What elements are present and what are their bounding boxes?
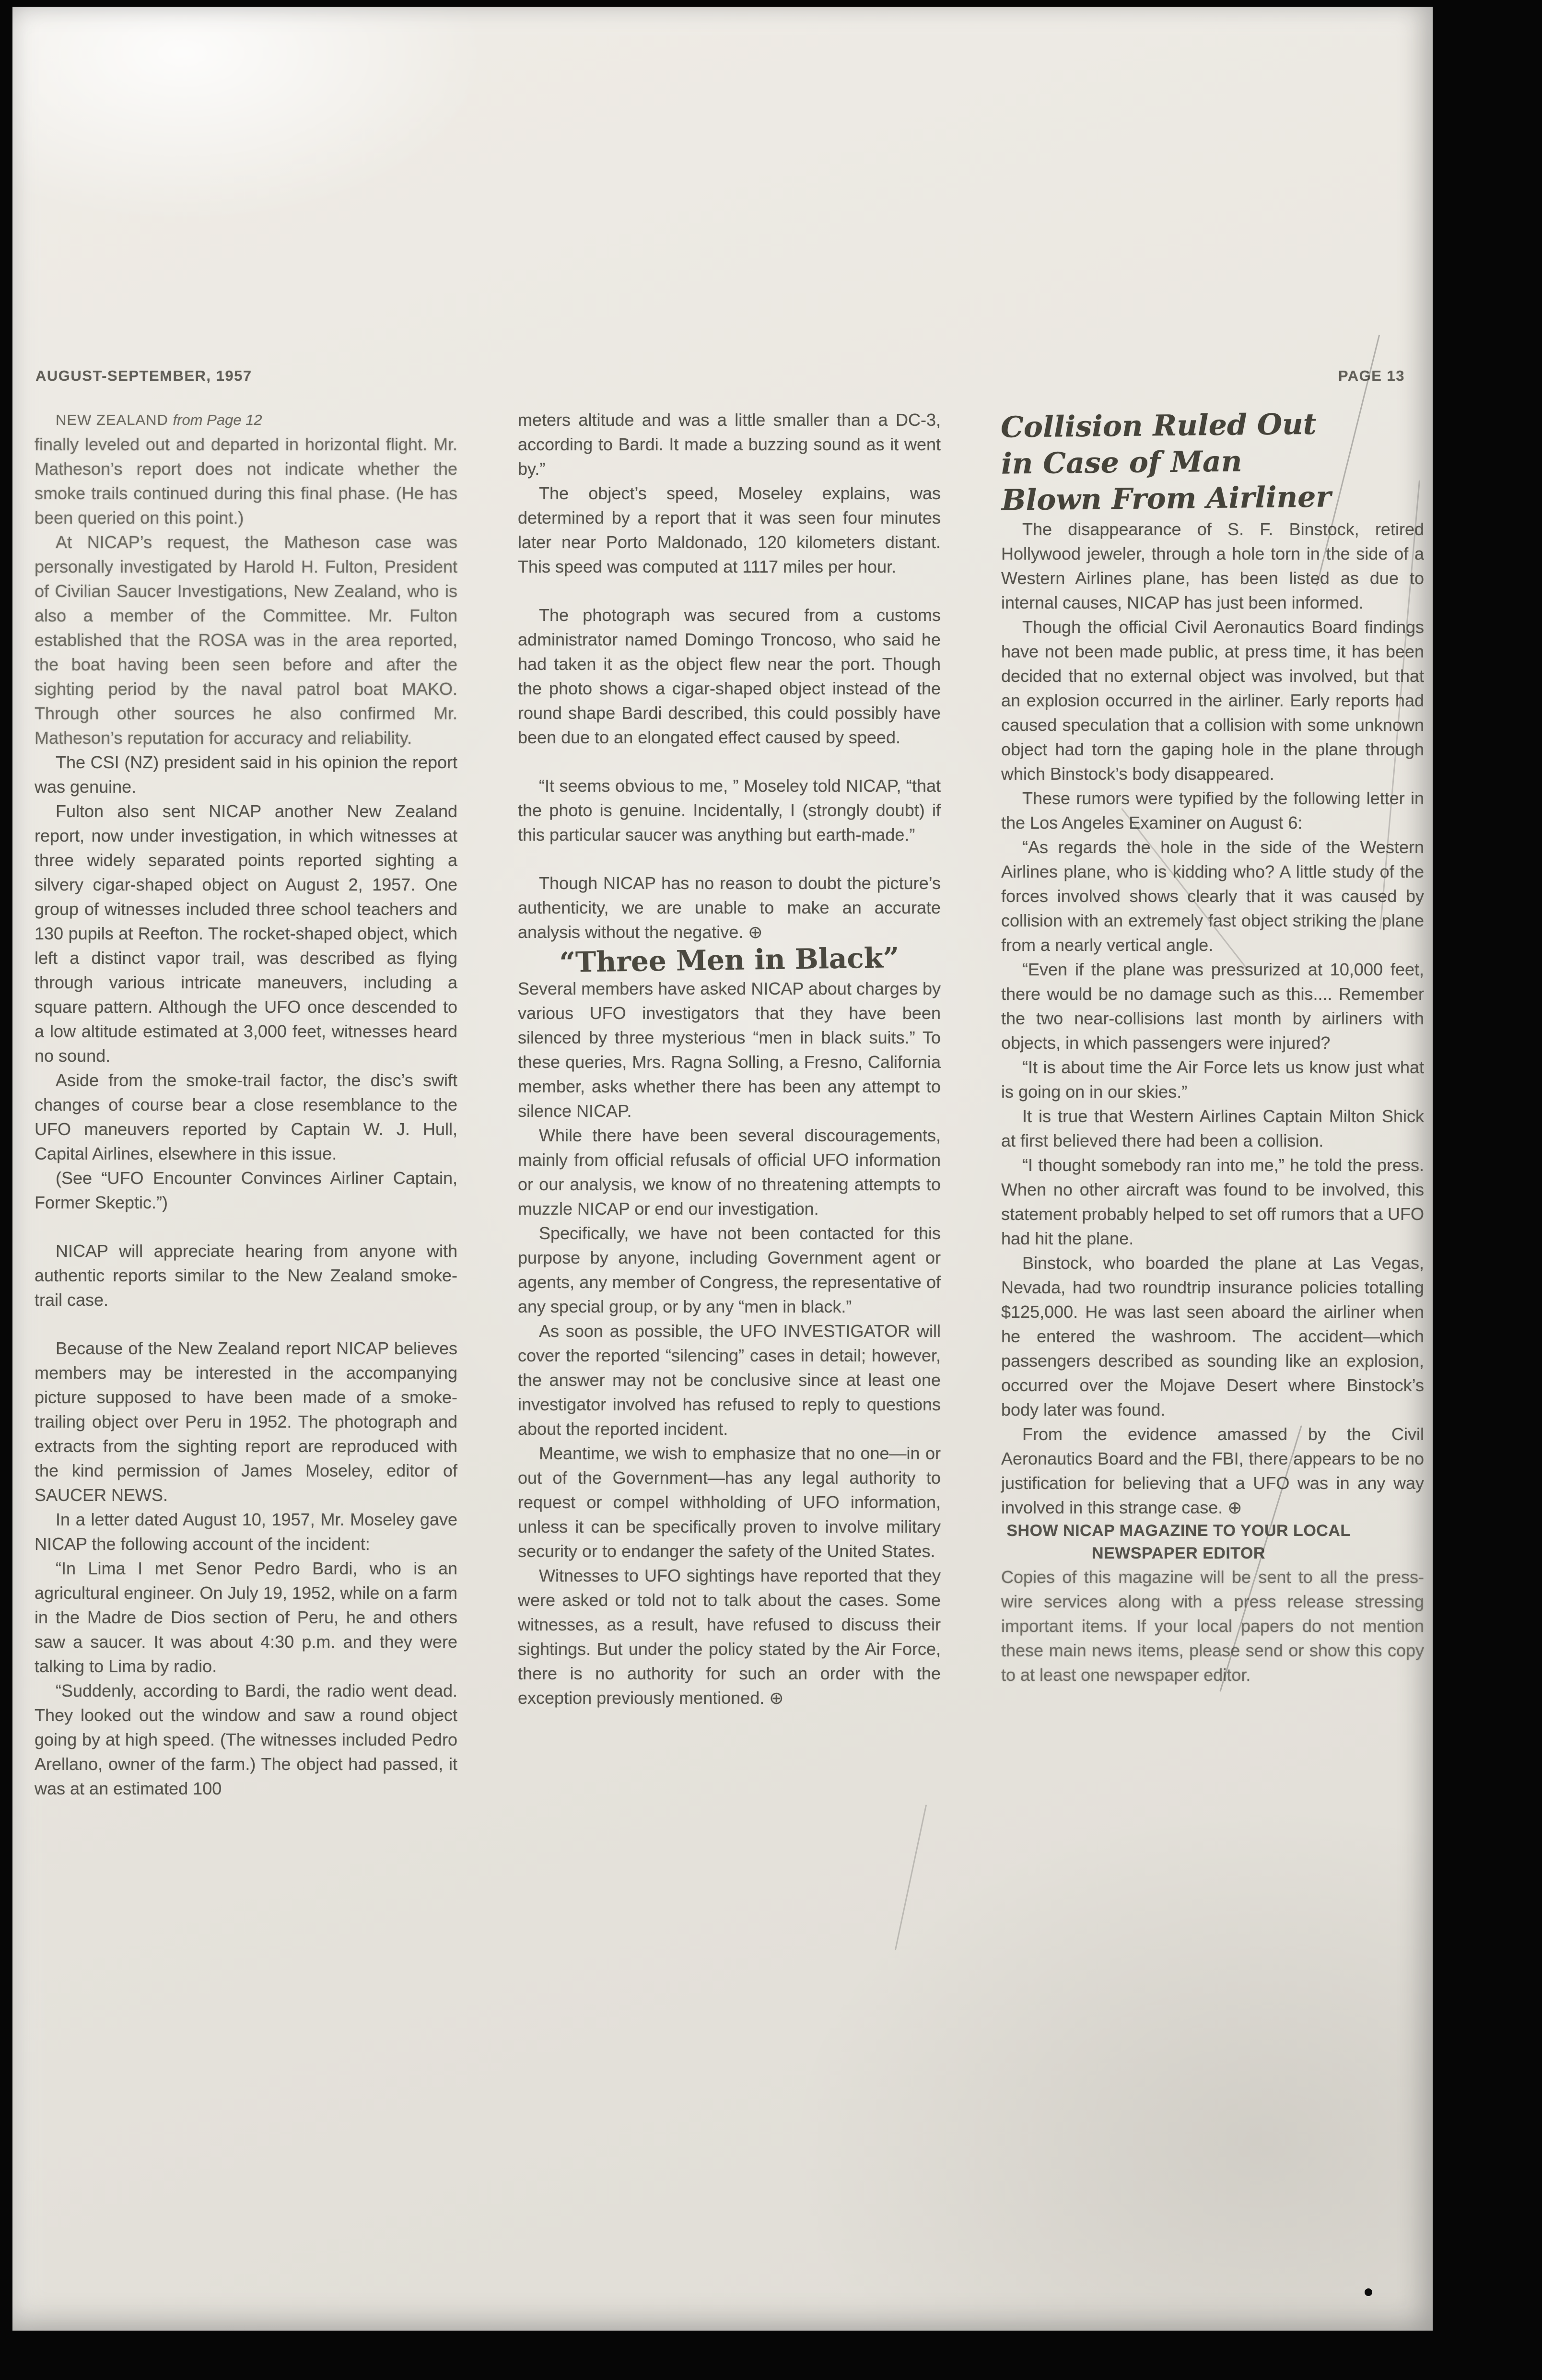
continuation-suffix: from Page 12 — [173, 411, 262, 428]
show-nicap-notice-heading: SHOW NICAP MAGAZINE TO YOUR LOCAL NEWSPAPER EDITOR — [1006, 1522, 1351, 1562]
body-paragraph: The disappearance of S. F. Binstock, retired Hollywood jeweler, through a hole torn in the side of a Western Airlines plane, has been listed as due to internal causes, NICAP has just been informed. — [1001, 519, 1424, 612]
body-paragraph: These rumors were typified by the following letter in the Los Angeles Examiner on August 6: — [1001, 788, 1424, 832]
page-number: PAGE 13 — [1338, 367, 1405, 384]
body-paragraph: The photograph was secured from a customs administrator named Domingo Troncoso, who said he had taken it as the object flew near the port. Though the photo shows a cigar-shaped object instead of the round shape Bardi described, this could possibly have been due to an elongated effect caused by speed. — [518, 605, 941, 747]
body-paragraph: finally leveled out and departed in horizontal flight. Mr. Matheson’s report does not indicate whether the smoke trails continued during this final phase. (He has been queried on this point.) — [35, 434, 457, 528]
body-paragraph: “Even if the plane was pressurized at 10,000 feet, there would be no damage such as this.... Remember the two near-collisions last month by airliners with objects, in which passengers were injured? — [1001, 960, 1424, 1053]
body-paragraph: “Suddenly, according to Bardi, the radio went dead. They looked out the window and saw a round object going by at high speed. (The witnesses included Pedro Arellano, owner of the farm.) The object had passed, it was at an estimated 100 — [35, 1681, 457, 1798]
body-paragraph: Copies of this magazine will be sent to all the press-wire services along with a press release stressing important items. If your local papers do not mention these main news items, please send or show this copy to at least one newspaper editor. — [1001, 1567, 1424, 1685]
body-paragraph: Fulton also sent NICAP another New Zealand report, now under investigation, in which witnesses at three widely separated points reported sighting a silvery cigar-shaped object on August 2, 1957. One group of witnesses included three school teachers and 130 pupils at Reefton. The rocket-shaped object, which left a distinct vapor trail, was described as flying through various intricate maneuvers, including a square pattern. Although the UFO once descended to a low altitude estimated at 3,000 feet, witnesses heard no sound. — [35, 801, 457, 1066]
body-paragraph: (See “UFO Encounter Convinces Airliner Captain, Former Skeptic.”) — [35, 1168, 457, 1212]
body-paragraph: While there have been several discouragements, mainly from official refusals of official UFO information or our analysis, we know of no threatening attempts to muzzle NICAP or end our investigation. — [518, 1125, 941, 1219]
body-paragraph: The CSI (NZ) president said in his opinion the report was genuine. — [35, 752, 457, 797]
body-paragraph: Binstock, who boarded the plane at Las Vegas, Nevada, had two roundtrip insurance policies totalling $125,000. He was last seen aboard the airliner when he entered the washroom. The accident—which passengers described as sounding like an explosion, occurred over the Mojave Desert where Binstock’s body later was found. — [1001, 1253, 1424, 1419]
body-paragraph: “It seems obvious to me, ” Moseley told NICAP, “that the photo is genuine. Incidentally, I (strongly doubt) if this particular saucer was anything but earth-made.” — [518, 776, 941, 844]
article-columns — [35, 408, 1424, 1801]
body-paragraph: Though the official Civil Aeronautics Board findings have not been made public, at press time, it has been decided that no external object was involved, but that an explosion occurred in the airliner. Early reports had caused speculation that a collision with some unknown object had torn the gaping hole in the plane through which Binstock’s body disappeared. — [1001, 617, 1424, 784]
body-paragraph: From the evidence amassed by the Civil Aeronautics Board and the FBI, there appears to be no justification for believing that a UFO was in any way involved in this strange case. ⊕ — [1001, 1424, 1424, 1517]
body-paragraph: As soon as possible, the UFO INVESTIGATOR will cover the reported “silencing” cases in detail; however, the answer may not be conclusive since at least one investigator involved has refused to reply to questions about the reported incident. — [518, 1321, 941, 1439]
collision-article-headline: Collision Ruled Out in Case of Man Blown From Airliner — [1000, 407, 1332, 517]
body-paragraph: The object’s speed, Moseley explains, was determined by a report that it was seen four minutes later near Porto Maldonado, 120 kilometers distant. This speed was computed at 1117 miles per hour. — [518, 483, 941, 576]
page-header — [35, 367, 1405, 385]
body-paragraph: NICAP will appreciate hearing from anyone with authentic reports similar to the New Zealand smoke-trail case. — [35, 1241, 457, 1310]
column-1 — [35, 408, 457, 1801]
body-paragraph: “As regards the hole in the side of the Western Airlines plane, who is kidding who? A little study of the forces involved shows clearly that it was caused by collision with an extremely fast object striking the plane from a nearly vertical angle. — [1001, 837, 1424, 955]
column-3 — [1001, 408, 1424, 1801]
body-paragraph: Meantime, we wish to emphasize that no one—in or out of the Government—has any legal authority to request or compel withholding of UFO information, unless it can be specifically proven to involve military security or to endanger the safety of the United States. — [518, 1443, 941, 1561]
body-paragraph: “In Lima I met Senor Pedro Bardi, who is an agricultural engineer. On July 19, 1952, while on a farm in the Madre de Dios section of Peru, he and others saw a saucer. It was about 4:30 p.m. and they were talking to Lima by radio. — [35, 1559, 457, 1676]
body-paragraph: Though NICAP has no reason to doubt the picture’s authenticity, we are unable to make an accurate analysis without the negative. ⊕ — [518, 873, 941, 942]
body-paragraph: Aside from the smoke-trail factor, the disc’s swift changes of course bear a close resemblance to the UFO maneuvers reported by Captain W. J. Hull, Capital Airlines, elsewhere in this issue. — [35, 1070, 457, 1163]
body-paragraph: Because of the New Zealand report NICAP believes members may be interested in the accompanying picture supposed to have been made of a smoke-trailing object over Peru in 1952. The photograph and extracts from the sighting report are reproduced with the kind permission of James Moseley, editor of SAUCER NEWS. — [35, 1338, 457, 1505]
body-paragraph: “I thought somebody ran into me,” he told the press. When no other aircraft was found to be involved, this statement probably helped to set off rumors that a UFO had hit the plane. — [1001, 1155, 1424, 1248]
body-paragraph: Witnesses to UFO sightings have reported that they were asked or told not to talk about the cases. Some witnesses, as a result, have refused to discuss their sightings. But under the policy stated by the Air Force, there is no authority for such an order with the exception previously mentioned. ⊕ — [518, 1565, 941, 1708]
body-paragraph: It is true that Western Airlines Captain Milton Shick at first believed there had been a collision. — [1001, 1106, 1424, 1150]
continuation-label — [35, 408, 457, 432]
body-paragraph: Several members have asked NICAP about charges by various UFO investigators that they have been silenced by three mysterious “men in black suits.” To these queries, Mrs. Ragna Solling, a Fresno, California member, asks whether there has been any attempt to silence NICAP. — [518, 978, 941, 1121]
body-paragraph: meters altitude and was a little smaller than a DC-3, according to Bardi. It made a buzzing sound as it went by.” — [518, 410, 941, 479]
column-2 — [518, 408, 941, 1801]
body-paragraph: At NICAP’s request, the Matheson case was personally investigated by Harold H. Fulton, President of Civilian Saucer Investigations, New Zealand, who is also a member of the Committee. Mr. Fulton established that the ROSA was in the area reported, the boat having been seen before and after the sighting period by the naval patrol boat MAKO. Through other sources he also confirmed Mr. Matheson’s reputation for accuracy and reliability. — [35, 532, 457, 748]
body-paragraph: “It is about time the Air Force lets us know just what is going on in our skies.” — [1001, 1057, 1424, 1102]
scan-artifact-dot — [1365, 2288, 1372, 2296]
continuation-title: NEW ZEALAND — [56, 411, 168, 428]
body-paragraph: Specifically, we have not been contacted for this purpose by anyone, including Government agent or agents, any member of Congress, the representative of any special group, or by any “men in black.” — [518, 1223, 941, 1316]
newsletter-page-scan — [12, 7, 1433, 2331]
body-paragraph: In a letter dated August 10, 1957, Mr. Moseley gave NICAP the following account of the incident: — [35, 1510, 457, 1554]
three-men-in-black-headline: “Three Men in Black” — [559, 941, 900, 979]
issue-date: AUGUST-SEPTEMBER, 1957 — [35, 367, 252, 384]
